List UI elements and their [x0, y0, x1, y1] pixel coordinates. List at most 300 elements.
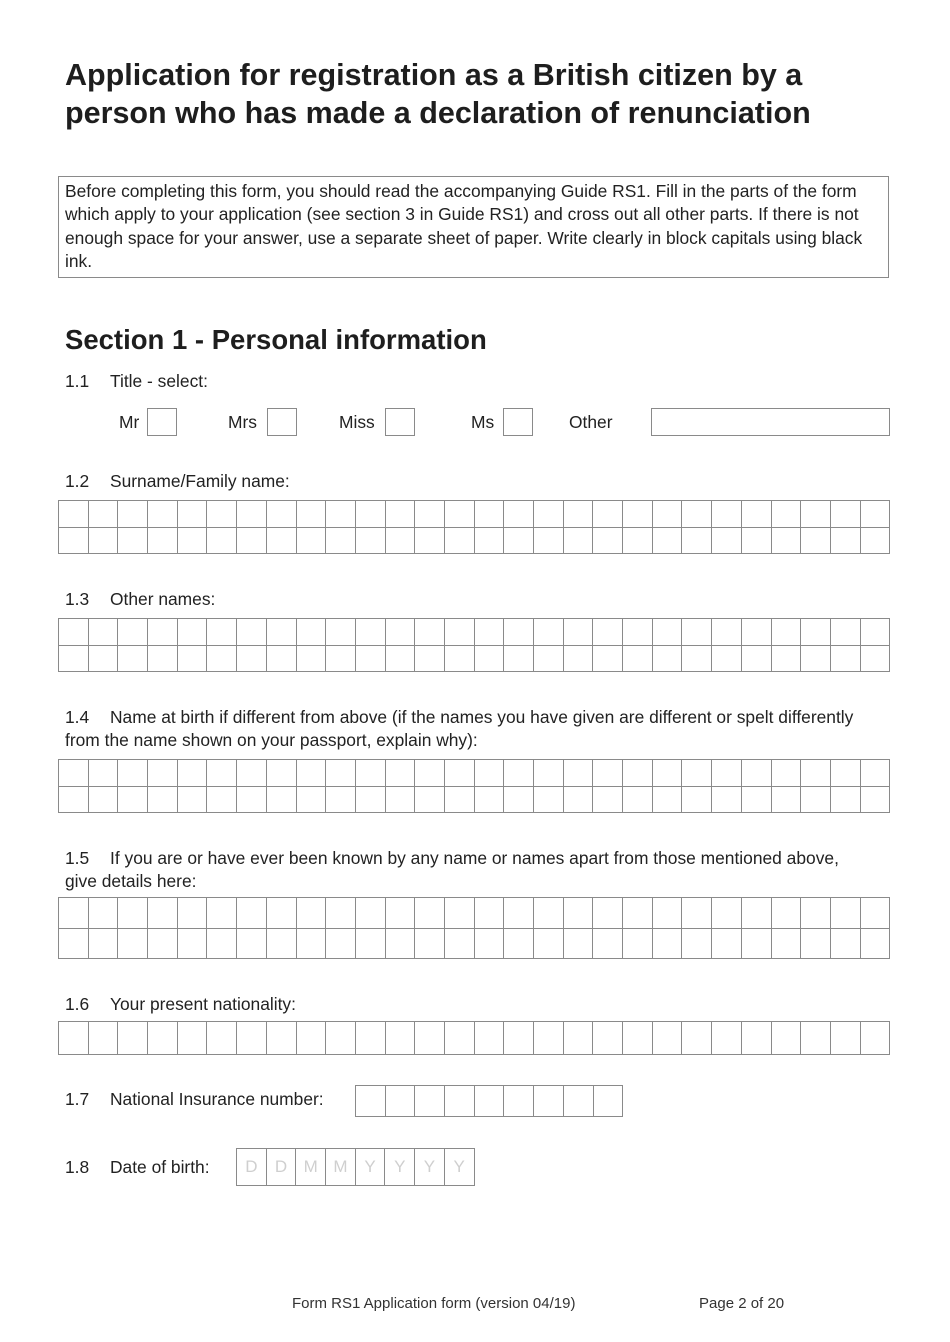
character-box[interactable] — [177, 759, 207, 786]
character-box[interactable] — [622, 527, 652, 554]
character-box[interactable] — [800, 500, 830, 527]
character-box[interactable] — [741, 527, 771, 554]
question-label: Other names: — [110, 589, 216, 609]
character-box[interactable] — [177, 1021, 207, 1054]
character-box[interactable] — [830, 928, 860, 959]
character-box[interactable] — [800, 928, 830, 959]
ni-character-box[interactable] — [503, 1085, 533, 1117]
surname-grid[interactable] — [58, 500, 890, 554]
character-box[interactable] — [385, 500, 415, 527]
character-box[interactable] — [88, 759, 118, 786]
character-box[interactable] — [414, 500, 444, 527]
question-1-1 — [65, 370, 208, 393]
character-box[interactable] — [503, 618, 533, 645]
character-box[interactable] — [414, 1021, 444, 1054]
character-box[interactable] — [444, 527, 474, 554]
character-box[interactable] — [652, 897, 682, 928]
question-1-3 — [65, 588, 215, 611]
character-box[interactable] — [681, 897, 711, 928]
character-box[interactable] — [800, 759, 830, 786]
character-box[interactable] — [177, 500, 207, 527]
ni-character-box[interactable] — [355, 1085, 385, 1117]
character-box[interactable] — [800, 645, 830, 672]
character-box[interactable] — [652, 645, 682, 672]
character-box[interactable] — [741, 897, 771, 928]
character-box[interactable] — [385, 618, 415, 645]
character-box[interactable] — [503, 645, 533, 672]
character-box[interactable] — [236, 759, 266, 786]
character-box[interactable] — [355, 928, 385, 959]
character-box[interactable] — [355, 500, 385, 527]
character-box[interactable] — [711, 645, 741, 672]
intro-instructions: Before completing this form, you should read the accompanying Guide RS1. Fill in the parts of the form which apply to your application (see section 3 in Guide RS1) and cross out all other parts. If there is not enough space for your answer, use a separate sheet of paper. Write clearly in block capitals using black ink. — [58, 176, 889, 278]
character-box[interactable] — [385, 897, 415, 928]
character-box[interactable] — [474, 928, 504, 959]
character-box[interactable] — [58, 759, 88, 786]
character-box[interactable] — [266, 645, 296, 672]
character-box[interactable] — [592, 786, 622, 813]
character-box[interactable] — [474, 1021, 504, 1054]
character-box[interactable] — [622, 897, 652, 928]
dob-box[interactable]: M — [325, 1148, 355, 1186]
character-box[interactable] — [296, 527, 326, 554]
character-box[interactable] — [88, 527, 118, 554]
character-box[interactable] — [296, 500, 326, 527]
character-box[interactable] — [385, 759, 415, 786]
character-box[interactable] — [266, 928, 296, 959]
question-number: 1.7 — [65, 1089, 90, 1109]
character-box[interactable] — [622, 928, 652, 959]
character-box[interactable] — [206, 1021, 236, 1054]
character-box[interactable] — [474, 897, 504, 928]
character-box[interactable] — [58, 928, 88, 959]
character-box[interactable] — [88, 500, 118, 527]
character-box[interactable] — [236, 928, 266, 959]
character-box[interactable] — [117, 786, 147, 813]
character-box[interactable] — [652, 928, 682, 959]
character-box[interactable] — [711, 618, 741, 645]
character-box[interactable] — [503, 928, 533, 959]
question-label: Name at birth if different from above (if the names you have given are different or spelt differently from the name shown on your passport, explain why): — [65, 707, 854, 750]
character-box[interactable] — [236, 786, 266, 813]
question-label: If you are or have ever been known by any name or names apart from those mentioned above, give details here: — [65, 848, 839, 891]
character-box[interactable] — [860, 1021, 890, 1054]
character-box[interactable] — [88, 645, 118, 672]
character-box[interactable] — [58, 618, 88, 645]
ni-character-box[interactable] — [474, 1085, 504, 1117]
character-box[interactable] — [800, 897, 830, 928]
character-box[interactable] — [147, 527, 177, 554]
character-box[interactable] — [533, 928, 563, 959]
character-box[interactable] — [206, 618, 236, 645]
character-box[interactable] — [206, 645, 236, 672]
character-box[interactable] — [860, 500, 890, 527]
character-box[interactable] — [266, 500, 296, 527]
character-box[interactable] — [444, 897, 474, 928]
character-box[interactable] — [741, 645, 771, 672]
character-box[interactable] — [711, 527, 741, 554]
dob-box[interactable]: Y — [355, 1148, 385, 1186]
character-box[interactable] — [444, 500, 474, 527]
dob-box[interactable]: Y — [414, 1148, 444, 1186]
character-box[interactable] — [711, 1021, 741, 1054]
character-box[interactable] — [88, 928, 118, 959]
character-box[interactable] — [533, 500, 563, 527]
character-box[interactable] — [592, 527, 622, 554]
character-box[interactable] — [563, 527, 593, 554]
character-box[interactable] — [533, 618, 563, 645]
character-box[interactable] — [296, 618, 326, 645]
character-box[interactable] — [177, 618, 207, 645]
character-box[interactable] — [681, 786, 711, 813]
character-box[interactable] — [503, 527, 533, 554]
character-box[interactable] — [830, 786, 860, 813]
character-box[interactable] — [355, 1021, 385, 1054]
character-box[interactable] — [652, 786, 682, 813]
character-box[interactable] — [58, 527, 88, 554]
character-box[interactable] — [592, 759, 622, 786]
national-insurance-boxes[interactable] — [355, 1085, 623, 1117]
character-box[interactable] — [503, 759, 533, 786]
question-1-5 — [65, 847, 875, 893]
character-box[interactable] — [800, 618, 830, 645]
character-box[interactable] — [266, 897, 296, 928]
other-names-grid[interactable] — [58, 618, 890, 672]
character-box[interactable] — [533, 786, 563, 813]
character-box[interactable] — [117, 618, 147, 645]
question-number: 1.3 — [65, 589, 90, 609]
character-box[interactable] — [474, 527, 504, 554]
character-box[interactable] — [444, 928, 474, 959]
dob-box[interactable]: D — [266, 1148, 296, 1186]
question-1-8 — [65, 1156, 210, 1179]
character-box[interactable] — [414, 759, 444, 786]
character-box[interactable] — [741, 928, 771, 959]
character-box[interactable] — [771, 786, 801, 813]
character-box[interactable] — [325, 500, 355, 527]
character-box[interactable] — [147, 500, 177, 527]
character-box[interactable] — [236, 897, 266, 928]
character-box[interactable] — [533, 527, 563, 554]
character-box[interactable] — [860, 618, 890, 645]
character-box[interactable] — [711, 928, 741, 959]
character-box[interactable] — [88, 1021, 118, 1054]
character-box[interactable] — [474, 500, 504, 527]
grid-row — [58, 786, 889, 813]
character-box[interactable] — [563, 645, 593, 672]
character-box[interactable] — [147, 897, 177, 928]
character-box[interactable] — [117, 527, 147, 554]
character-box[interactable] — [177, 786, 207, 813]
date-of-birth-boxes[interactable] — [236, 1148, 475, 1186]
question-label: Date of birth: — [110, 1157, 210, 1177]
character-box[interactable] — [681, 759, 711, 786]
character-box[interactable] — [830, 759, 860, 786]
character-box[interactable] — [563, 786, 593, 813]
character-box[interactable] — [177, 897, 207, 928]
dob-box[interactable]: Y — [444, 1148, 474, 1186]
character-box[interactable] — [266, 759, 296, 786]
character-box[interactable] — [711, 759, 741, 786]
character-box[interactable] — [681, 1021, 711, 1054]
character-box[interactable] — [622, 618, 652, 645]
character-box[interactable] — [236, 618, 266, 645]
character-box[interactable] — [58, 897, 88, 928]
character-box[interactable] — [444, 645, 474, 672]
character-box[interactable] — [355, 645, 385, 672]
title-other-input[interactable] — [651, 408, 890, 436]
character-box[interactable] — [266, 1021, 296, 1054]
character-box[interactable] — [563, 897, 593, 928]
grid-row — [58, 897, 889, 928]
dob-box[interactable]: D — [236, 1148, 266, 1186]
character-box[interactable] — [355, 527, 385, 554]
character-box[interactable] — [681, 500, 711, 527]
character-box[interactable] — [206, 897, 236, 928]
character-box[interactable] — [88, 897, 118, 928]
character-box[interactable] — [652, 500, 682, 527]
character-box[interactable] — [800, 786, 830, 813]
name-at-birth-grid[interactable] — [58, 759, 890, 813]
character-box[interactable] — [414, 897, 444, 928]
character-box[interactable] — [830, 1021, 860, 1054]
character-box[interactable] — [88, 618, 118, 645]
character-box[interactable] — [325, 618, 355, 645]
title-mrs-checkbox[interactable] — [267, 408, 297, 436]
character-box[interactable] — [622, 786, 652, 813]
character-box[interactable] — [147, 1021, 177, 1054]
character-box[interactable] — [266, 618, 296, 645]
character-box[interactable] — [771, 500, 801, 527]
character-box[interactable] — [147, 928, 177, 959]
character-box[interactable] — [622, 1021, 652, 1054]
character-box[interactable] — [474, 786, 504, 813]
character-box[interactable] — [503, 786, 533, 813]
character-box[interactable] — [58, 1021, 88, 1054]
character-box[interactable] — [592, 928, 622, 959]
character-box[interactable] — [771, 928, 801, 959]
character-box[interactable] — [711, 897, 741, 928]
section-heading: Section 1 - Personal information — [65, 324, 487, 355]
character-box[interactable] — [236, 645, 266, 672]
character-box[interactable] — [681, 527, 711, 554]
character-box[interactable] — [236, 500, 266, 527]
character-box[interactable] — [800, 527, 830, 554]
character-box[interactable] — [266, 786, 296, 813]
character-box[interactable] — [58, 786, 88, 813]
character-box[interactable] — [771, 618, 801, 645]
character-box[interactable] — [147, 618, 177, 645]
character-box[interactable] — [177, 527, 207, 554]
character-box[interactable] — [652, 527, 682, 554]
character-box[interactable] — [860, 527, 890, 554]
title-ms-label: Ms — [471, 412, 495, 432]
character-box[interactable] — [592, 897, 622, 928]
character-box[interactable] — [296, 645, 326, 672]
character-box[interactable] — [266, 527, 296, 554]
character-box[interactable] — [771, 645, 801, 672]
character-box[interactable] — [533, 1021, 563, 1054]
title-mr-checkbox[interactable] — [147, 408, 177, 436]
character-box[interactable] — [385, 645, 415, 672]
character-box[interactable] — [355, 897, 385, 928]
character-box[interactable] — [592, 500, 622, 527]
grid-row — [58, 645, 889, 672]
character-box[interactable] — [385, 527, 415, 554]
character-box[interactable] — [296, 759, 326, 786]
ni-character-box[interactable] — [444, 1085, 474, 1117]
character-box[interactable] — [652, 759, 682, 786]
other-known-names-grid[interactable] — [58, 897, 890, 959]
character-box[interactable] — [147, 759, 177, 786]
character-box[interactable] — [325, 527, 355, 554]
character-box[interactable] — [444, 759, 474, 786]
character-box[interactable] — [711, 786, 741, 813]
character-box[interactable] — [147, 645, 177, 672]
character-box[interactable] — [860, 759, 890, 786]
character-box[interactable] — [355, 618, 385, 645]
character-box[interactable] — [117, 645, 147, 672]
character-box[interactable] — [236, 527, 266, 554]
character-box[interactable] — [325, 786, 355, 813]
character-box[interactable] — [503, 1021, 533, 1054]
character-box[interactable] — [296, 928, 326, 959]
character-box[interactable] — [206, 500, 236, 527]
character-box[interactable] — [444, 618, 474, 645]
character-box[interactable] — [592, 618, 622, 645]
character-box[interactable] — [414, 618, 444, 645]
character-box[interactable] — [563, 1021, 593, 1054]
character-box[interactable] — [325, 759, 355, 786]
dob-box[interactable]: M — [295, 1148, 325, 1186]
character-box[interactable] — [474, 759, 504, 786]
character-box[interactable] — [385, 1021, 415, 1054]
character-box[interactable] — [681, 645, 711, 672]
character-box[interactable] — [117, 1021, 147, 1054]
character-box[interactable] — [206, 527, 236, 554]
character-box[interactable] — [355, 759, 385, 786]
character-box[interactable] — [58, 645, 88, 672]
character-box[interactable] — [296, 897, 326, 928]
character-box[interactable] — [681, 618, 711, 645]
character-box[interactable] — [385, 928, 415, 959]
character-box[interactable] — [533, 759, 563, 786]
character-box[interactable] — [860, 786, 890, 813]
ni-character-box[interactable] — [563, 1085, 593, 1117]
character-box[interactable] — [325, 897, 355, 928]
character-box[interactable] — [592, 645, 622, 672]
character-box[interactable] — [385, 786, 415, 813]
character-box[interactable] — [147, 786, 177, 813]
character-box[interactable] — [503, 500, 533, 527]
character-box[interactable] — [236, 1021, 266, 1054]
character-box[interactable] — [681, 928, 711, 959]
character-box[interactable] — [58, 500, 88, 527]
question-label: National Insurance number: — [110, 1089, 324, 1109]
character-box[interactable] — [325, 1021, 355, 1054]
page-title: Application for registration as a British citizen by a person who has made a declaration of renunciation — [65, 58, 811, 130]
character-box[interactable] — [444, 1021, 474, 1054]
title-miss-checkbox[interactable] — [385, 408, 415, 436]
ni-character-box[interactable] — [593, 1085, 623, 1117]
character-box[interactable] — [296, 786, 326, 813]
character-box[interactable] — [474, 618, 504, 645]
character-box[interactable] — [414, 786, 444, 813]
nationality-grid[interactable] — [58, 1021, 890, 1055]
character-box[interactable] — [533, 645, 563, 672]
character-box[interactable] — [117, 928, 147, 959]
character-box[interactable] — [860, 897, 890, 928]
character-box[interactable] — [503, 897, 533, 928]
character-box[interactable] — [206, 759, 236, 786]
character-box[interactable] — [355, 786, 385, 813]
character-box[interactable] — [444, 786, 474, 813]
character-box[interactable] — [177, 645, 207, 672]
character-box[interactable] — [652, 618, 682, 645]
character-box[interactable] — [860, 645, 890, 672]
ni-character-box[interactable] — [414, 1085, 444, 1117]
character-box[interactable] — [563, 618, 593, 645]
character-box[interactable] — [741, 500, 771, 527]
character-box[interactable] — [800, 1021, 830, 1054]
character-box[interactable] — [622, 759, 652, 786]
character-box[interactable] — [771, 759, 801, 786]
dob-box[interactable]: Y — [384, 1148, 414, 1186]
character-box[interactable] — [741, 1021, 771, 1054]
character-box[interactable] — [830, 897, 860, 928]
character-box[interactable] — [414, 928, 444, 959]
character-box[interactable] — [325, 645, 355, 672]
character-box[interactable] — [177, 928, 207, 959]
character-box[interactable] — [414, 645, 444, 672]
character-box[interactable] — [622, 645, 652, 672]
ni-character-box[interactable] — [533, 1085, 563, 1117]
character-box[interactable] — [741, 759, 771, 786]
character-box[interactable] — [563, 500, 593, 527]
character-box[interactable] — [652, 1021, 682, 1054]
character-box[interactable] — [533, 897, 563, 928]
ni-character-box[interactable] — [385, 1085, 415, 1117]
character-box[interactable] — [325, 928, 355, 959]
character-box[interactable] — [830, 500, 860, 527]
question-label: Surname/Family name: — [110, 471, 290, 491]
character-box[interactable] — [563, 928, 593, 959]
character-box[interactable] — [771, 897, 801, 928]
character-box[interactable] — [88, 786, 118, 813]
character-box[interactable] — [771, 527, 801, 554]
character-box[interactable] — [474, 645, 504, 672]
character-box[interactable] — [860, 928, 890, 959]
character-box[interactable] — [296, 1021, 326, 1054]
character-box[interactable] — [830, 645, 860, 672]
character-box[interactable] — [830, 527, 860, 554]
character-box[interactable] — [117, 897, 147, 928]
character-box[interactable] — [117, 500, 147, 527]
character-box[interactable] — [771, 1021, 801, 1054]
character-box[interactable] — [117, 759, 147, 786]
character-box[interactable] — [711, 500, 741, 527]
character-box[interactable] — [622, 500, 652, 527]
character-box[interactable] — [414, 527, 444, 554]
character-box[interactable] — [563, 759, 593, 786]
character-box[interactable] — [592, 1021, 622, 1054]
character-box[interactable] — [206, 786, 236, 813]
character-box[interactable] — [206, 928, 236, 959]
character-box[interactable] — [741, 618, 771, 645]
character-box[interactable] — [830, 618, 860, 645]
character-box[interactable] — [741, 786, 771, 813]
title-ms-checkbox[interactable] — [503, 408, 533, 436]
